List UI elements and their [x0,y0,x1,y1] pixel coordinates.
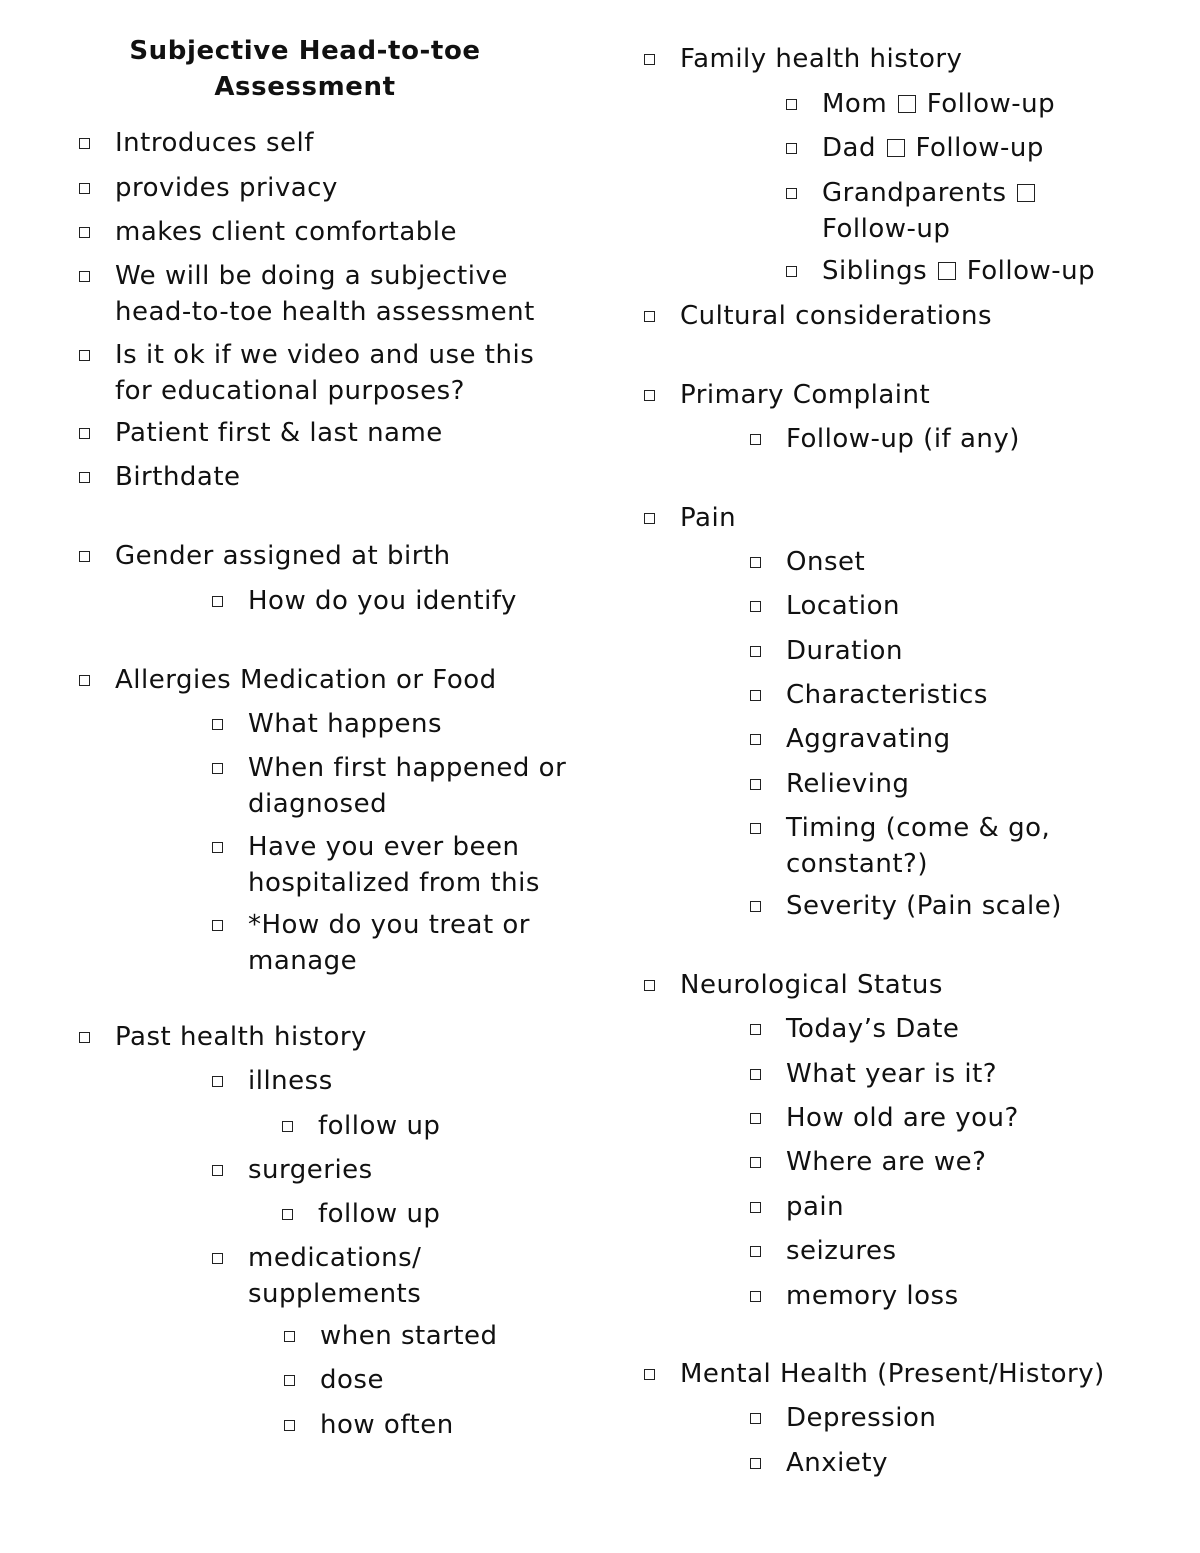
checklist-item-illness-follow-up[interactable] [318,1108,440,1144]
checklist-item-provides-privacy[interactable] [115,170,338,206]
checklist-item-todays-date[interactable] [786,1011,959,1047]
checklist-item-location[interactable] [786,588,900,624]
checklist-item-mental-health[interactable] [680,1356,1105,1392]
item-label: Patient first & last name [115,418,443,448]
checkbox-icon[interactable] [750,823,761,834]
item-label: Allergies Medication or Food [115,665,497,695]
checkbox-icon[interactable] [644,54,655,65]
item-label-line-2: for educational purposes? [115,376,465,406]
checklist-item-surgeries[interactable] [248,1152,373,1188]
checkbox-icon[interactable] [284,1331,295,1342]
checkbox-icon[interactable] [750,646,761,657]
item-label: Location [786,591,900,621]
checklist-item-how-often[interactable] [320,1407,454,1443]
checklist-item-complaint-follow-up[interactable] [786,421,1020,457]
checklist-item-subjective-assessment[interactable] [115,258,535,330]
item-label: follow up [318,1111,441,1141]
checkbox-icon[interactable] [79,227,90,238]
item-label: makes client comfortable [115,217,458,247]
checkbox-icon[interactable] [750,1157,761,1168]
checklist-item-video-consent[interactable] [115,337,534,409]
checkbox-icon[interactable] [644,513,655,524]
item-label: Duration [786,636,903,666]
checklist-item-allergies[interactable] [115,662,497,698]
checkbox-icon[interactable] [79,350,90,361]
checkbox-icon[interactable] [284,1375,295,1386]
item-label: follow up [318,1199,441,1229]
item-label-line-1: medications/ [248,1243,422,1273]
item-label-line-2: hospitalized from this [248,868,540,898]
checklist-item-pain[interactable] [680,500,736,536]
checkbox-icon[interactable] [284,1420,295,1431]
checklist-item-mom[interactable] [822,86,1055,122]
item-label: when started [320,1321,498,1351]
item-label: Primary Complaint [680,380,931,410]
item-label: provides privacy [115,173,338,203]
checkbox-icon[interactable] [212,1165,223,1176]
checkbox-icon[interactable] [212,1076,223,1087]
checkbox-icon[interactable] [212,1253,223,1264]
checkbox-icon[interactable] [79,138,90,149]
checklist-item-patient-name[interactable] [115,415,443,451]
item-label: Today’s Date [786,1014,960,1044]
follow-up-checkbox-icon[interactable] [887,139,905,157]
checkbox-icon[interactable] [212,920,223,931]
checkbox-icon[interactable] [644,1369,655,1380]
checkbox-icon[interactable] [750,1113,761,1124]
checkbox-icon[interactable] [750,690,761,701]
checklist-item-grandparents[interactable] [822,175,1037,247]
item-label: Mental Health (Present/History) [680,1359,1105,1389]
item-label: Follow-up (if any) [786,424,1020,454]
checkbox-icon[interactable] [750,734,761,745]
checklist-item-anxiety[interactable] [786,1445,888,1481]
checklist-item-cultural[interactable] [680,298,992,334]
item-label: pain [786,1192,845,1222]
checkbox-icon[interactable] [644,390,655,401]
checklist-item-family-history[interactable] [680,41,962,77]
checkbox-icon[interactable] [750,1069,761,1080]
item-label-line-2: diagnosed [248,789,388,819]
item-label: surgeries [248,1155,373,1185]
page-title [90,33,520,105]
checkbox-icon[interactable] [79,271,90,282]
checkbox-icon[interactable] [750,601,761,612]
item-label: Aggravating [786,724,951,754]
follow-up-checkbox-icon[interactable] [898,95,916,113]
checklist-item-gender[interactable] [115,538,451,574]
item-label: Depression [786,1403,937,1433]
checklist-item-dad[interactable] [822,130,1044,166]
follow-up-checkbox-icon[interactable] [938,262,956,280]
checkbox-icon[interactable] [79,675,90,686]
item-label: Relieving [786,769,910,799]
checkbox-icon[interactable] [750,901,761,912]
checkbox-icon[interactable] [282,1121,293,1132]
checkbox-icon[interactable] [750,1458,761,1469]
checkbox-icon[interactable] [212,763,223,774]
item-label: Anxiety [786,1448,888,1478]
checkbox-icon[interactable] [750,1202,761,1213]
item-label: Past health history [115,1022,367,1052]
item-label: Mom [822,89,888,119]
checklist-item-relieving[interactable] [786,766,909,802]
checkbox-icon[interactable] [79,428,90,439]
item-label: How old are you? [786,1103,1019,1133]
checklist-item-first-happened[interactable] [248,750,566,822]
item-label: illness [248,1066,333,1096]
checkbox-icon[interactable] [750,557,761,568]
follow-up-label: Follow-up [926,89,1056,119]
checkbox-icon[interactable] [212,842,223,853]
checklist-item-aggravating[interactable] [786,721,951,757]
item-label-line-1: *How do you treat or [248,910,530,940]
item-label-line-1: Is it ok if we video and use this [115,340,535,370]
item-label: Grandparents [822,178,1007,208]
checklist-item-where-are-we[interactable] [786,1144,986,1180]
checkbox-icon[interactable] [282,1209,293,1220]
follow-up-label: Follow-up [915,133,1044,163]
checklist-item-seizures[interactable] [786,1233,897,1269]
checklist-item-hospitalized[interactable] [248,829,540,901]
checklist-item-treat-manage[interactable] [248,907,530,979]
checkbox-icon[interactable] [644,980,655,991]
checklist-item-memory-loss[interactable] [786,1278,959,1314]
item-label: Siblings [822,256,928,286]
checklist-item-siblings[interactable] [822,253,1095,289]
item-label-line-1: We will be doing a subjective [115,261,508,291]
checklist-item-medications[interactable] [248,1240,421,1312]
item-label-line-2: manage [248,946,358,976]
checkbox-icon[interactable] [212,719,223,730]
item-label-line-1: When first happened or [248,753,567,783]
checklist-item-neurological[interactable] [680,967,943,1003]
item-label: Where are we? [786,1147,987,1177]
item-label: Family health history [680,44,963,74]
checklist-item-introduces-self[interactable] [115,125,314,161]
checklist-item-dose[interactable] [320,1362,384,1398]
checkbox-icon[interactable] [786,143,797,154]
item-label: Gender assigned at birth [115,541,451,571]
checklist-item-neuro-pain[interactable] [786,1189,844,1225]
item-label: Birthdate [115,462,241,492]
item-label: Pain [680,503,737,533]
checkbox-icon[interactable] [79,551,90,562]
item-label-line-1: Timing (come & go, [786,813,1051,843]
follow-up-checkbox-icon[interactable] [1017,184,1035,202]
item-label: Cultural considerations [680,301,993,331]
checklist-item-makes-comfortable[interactable] [115,214,457,250]
item-label: seizures [786,1236,897,1266]
item-label: Severity (Pain scale) [786,891,1062,921]
follow-up-label: Follow-up [966,256,1096,286]
checkbox-icon[interactable] [644,311,655,322]
item-label-line-2: constant?) [786,849,928,879]
checkbox-icon[interactable] [786,99,797,110]
checklist-item-surgeries-follow-up[interactable] [318,1196,440,1232]
item-label-line-2: head-to-toe health assessment [115,297,535,327]
checklist-item-onset[interactable] [786,544,865,580]
checklist-item-past-history[interactable] [115,1019,367,1055]
item-label: What year is it? [786,1059,998,1089]
checklist-item-how-old[interactable] [786,1100,1019,1136]
follow-up-label: Follow-up [822,214,951,244]
checklist-item-timing[interactable] [786,810,1050,882]
item-label: Onset [786,547,866,577]
checkbox-icon[interactable] [786,188,797,199]
checkbox-icon[interactable] [79,472,90,483]
checklist-item-when-started[interactable] [320,1318,498,1354]
checklist-item-what-happens[interactable] [248,706,442,742]
checkbox-icon[interactable] [786,266,797,277]
checklist-item-depression[interactable] [786,1400,936,1436]
item-label-line-2: supplements [248,1279,422,1309]
checkbox-icon[interactable] [750,1291,761,1302]
checklist-item-severity[interactable] [786,888,1062,924]
checkbox-icon[interactable] [79,183,90,194]
item-label: Neurological Status [680,970,943,1000]
checkbox-icon[interactable] [79,1032,90,1043]
item-label: How do you identify [248,586,517,616]
checkbox-icon[interactable] [750,1413,761,1424]
item-label: What happens [248,709,443,739]
checkbox-icon[interactable] [750,779,761,790]
item-label: Dad [822,133,876,163]
checklist-item-birthdate[interactable] [115,459,241,495]
item-label: Characteristics [786,680,988,710]
item-label: Introduces self [115,128,314,158]
checkbox-icon[interactable] [750,434,761,445]
checklist-item-primary-complaint[interactable] [680,377,930,413]
item-label-line-1: Have you ever been [248,832,520,862]
checklist-item-how-identify[interactable] [248,583,517,619]
item-label: dose [320,1365,384,1395]
checklist-item-characteristics[interactable] [786,677,988,713]
checklist-item-what-year[interactable] [786,1056,997,1092]
checkbox-icon[interactable] [750,1024,761,1035]
title-line-1: Subjective Head-to-toe [129,36,481,66]
title-line-2: Assessment [214,72,396,102]
checkbox-icon[interactable] [750,1246,761,1257]
item-label: how often [320,1410,454,1440]
checkbox-icon[interactable] [212,596,223,607]
item-label: memory loss [786,1281,959,1311]
checklist-item-illness[interactable] [248,1063,333,1099]
checklist-item-duration[interactable] [786,633,903,669]
